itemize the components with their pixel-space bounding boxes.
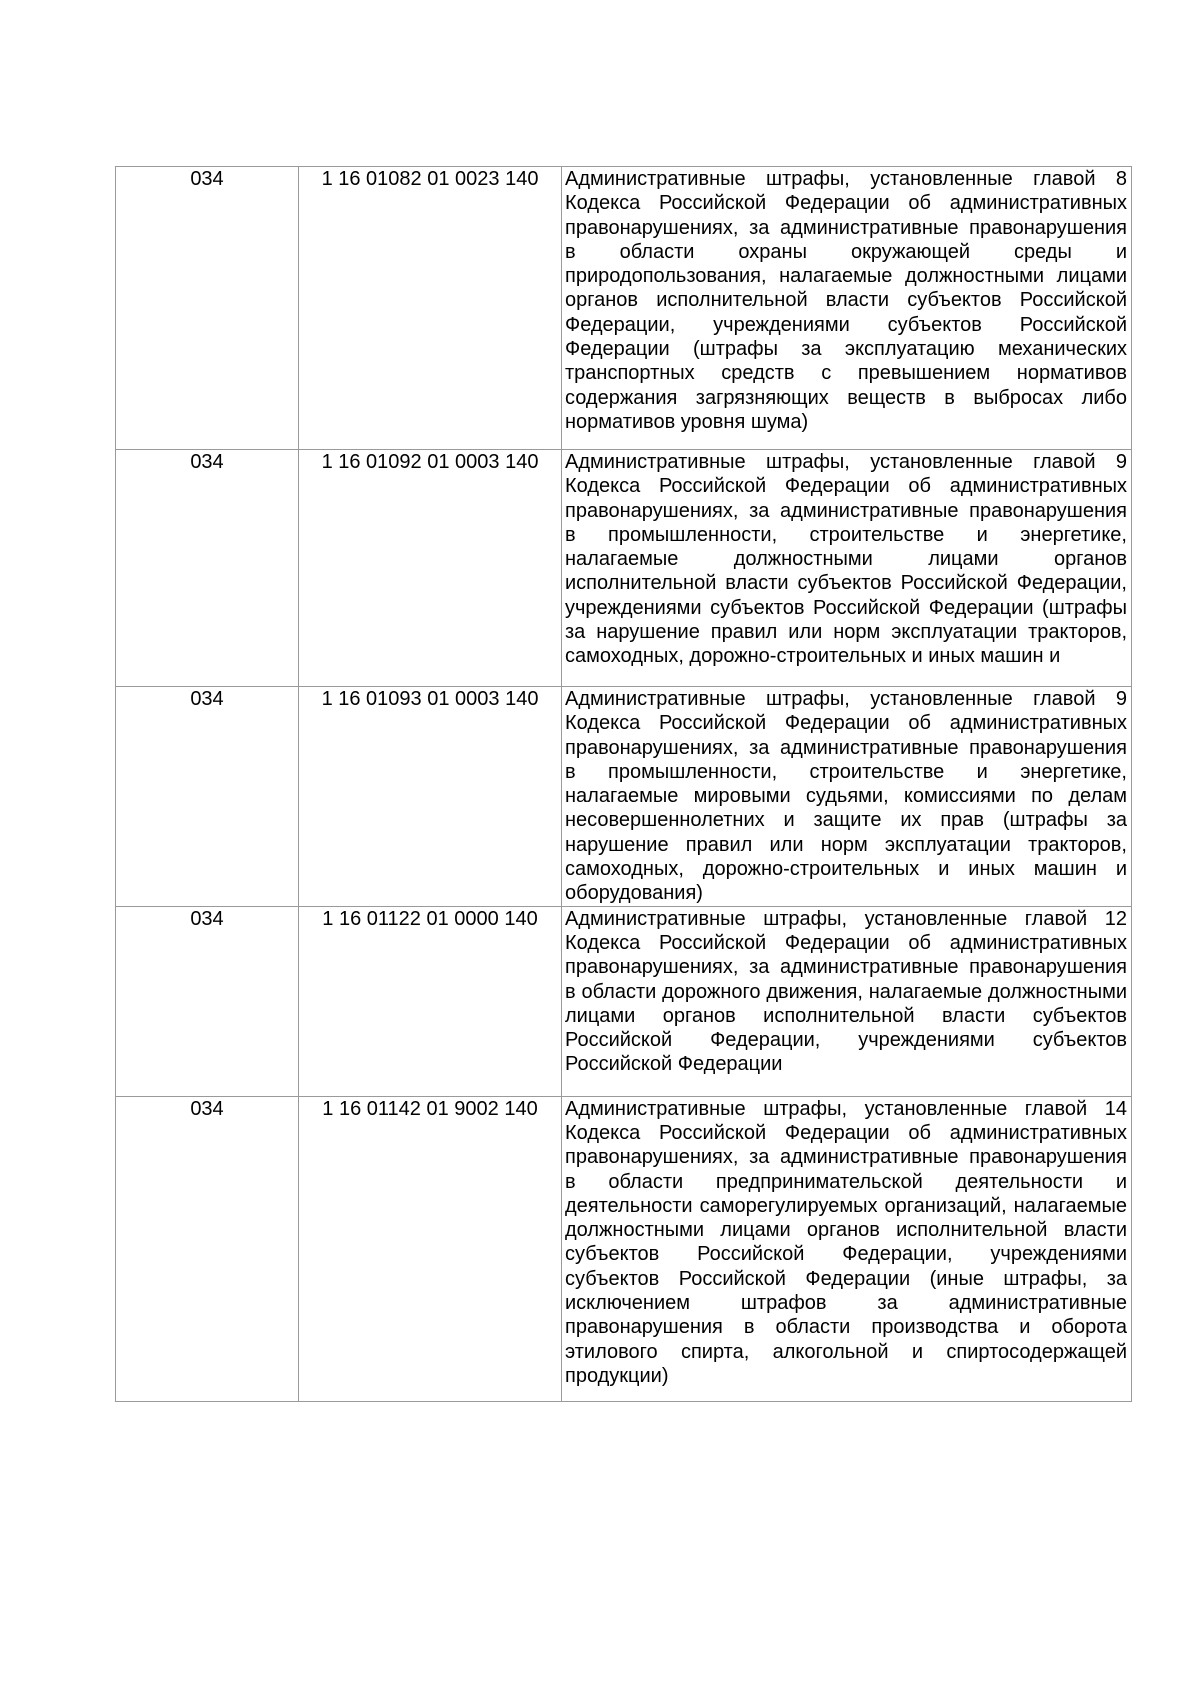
kbk-cell [299,1096,562,1401]
table-row [116,1096,1132,1401]
kbk-code: 1 16 01082 01 0023 140 [321,168,539,190]
description-text: Административные штрафы, установленные главой 9 Кодекса Российской Федерации об административных правонарушениях, за административные правонарушения в промышленности, строительстве и энергетике, налагаемые должностными лицами органов исполнительной власти субъектов Российской Федерации, учреждениями субъектов Российской Федерации (штрафы за нарушение правил или норм эксплуатации тракторов, самоходных, дорожно-строительных и иных машин и [565,451,1127,668]
budget-codes-table [115,166,1132,1402]
kbk-code: 1 16 01122 01 0000 140 [322,907,538,930]
kbk-code: 1 16 01093 01 0003 140 [321,688,539,710]
description-text: Административные штрафы, установленные главой 12 Кодекса Российской Федерации об административных правонарушениях, за административные правонарушения в области дорожного движения, налагаемые должностными лицами органов исполнительной власти субъектов Российской Федерации, учреждениями субъектов Российской Федерации [565,907,1127,1076]
description-text: Административные штрафы, установленные главой 14 Кодекса Российской Федерации об административных правонарушениях, за административные правонарушения в области предпринимательской деятельности и деятельности саморегулируемых организаций, налагаемые должностными лицами органов исполнительной власти субъектов Российской Федерации, учреждениями субъектов Российской Федерации (иные штрафы, за исключением штрафов за административные правонарушения в области производства и оборота этилового спирта, алкогольной и спиртосодержащей продукции) [565,1097,1127,1387]
admin-code: 034 [190,1097,224,1120]
admin-code-cell [116,1096,299,1401]
kbk-code: 1 16 01142 01 9002 140 [322,1097,538,1120]
admin-code-cell [116,906,299,1096]
admin-code: 034 [190,168,224,190]
admin-code: 034 [190,451,224,473]
description-text: Административные штрафы, установленные главой 9 Кодекса Российской Федерации об административных правонарушениях, за административные правонарушения в промышленности, строительстве и энергетике, налагаемые мировыми судьями, комиссиями по делам несовершеннолетних и защите их прав (штрафы за нарушение правил или норм эксплуатации тракторов, самоходных, дорожно-строительных и иных машин и оборудования) [565,688,1127,905]
table-row [116,450,1132,687]
description-cell [562,687,1132,907]
admin-code: 034 [190,907,224,930]
description-text: Административные штрафы, установленные главой 8 Кодекса Российской Федерации об административных правонарушениях, за административные правонарушения в области охраны окружающей среды и природопользования, налагаемые должностными лицами органов исполнительной власти субъектов Российской Федерации, учреждениями субъектов Российской Федерации (штрафы за эксплуатацию механических транспортных средств с превышением нормативов содержания загрязняющих веществ в выбросах либо нормативов уровня шума) [565,168,1127,433]
description-cell [562,1096,1132,1401]
admin-code-cell [116,687,299,907]
kbk-cell [299,906,562,1096]
kbk-cell [299,450,562,687]
description-cell [562,167,1132,450]
table-row [116,687,1132,907]
admin-code-cell [116,167,299,450]
description-cell [562,450,1132,687]
kbk-code: 1 16 01092 01 0003 140 [321,451,539,473]
table-row [116,906,1132,1096]
kbk-cell [299,167,562,450]
admin-code: 034 [190,688,224,710]
kbk-cell [299,687,562,907]
table-row [116,167,1132,450]
admin-code-cell [116,450,299,687]
description-cell [562,906,1132,1096]
